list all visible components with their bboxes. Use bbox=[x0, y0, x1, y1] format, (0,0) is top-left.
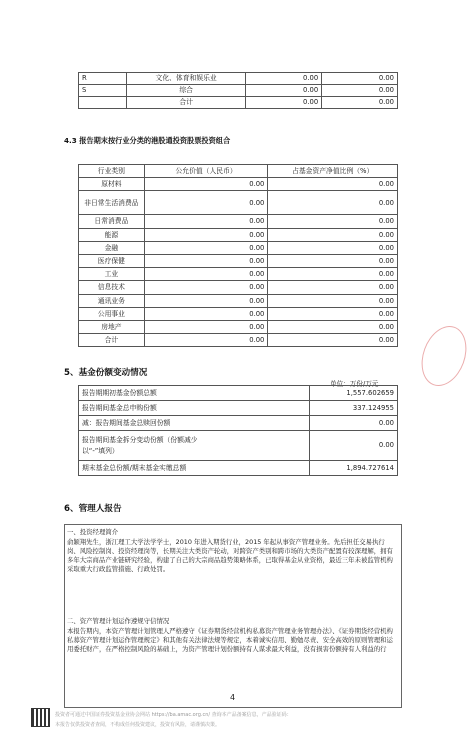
industry-code: R bbox=[79, 73, 127, 85]
table-row bbox=[79, 241, 398, 254]
row-value: 0.00 bbox=[144, 241, 268, 254]
share-value: 337.124955 bbox=[310, 401, 398, 416]
share-label: 期末基金总份额/期末基金实缴总额 bbox=[79, 461, 310, 476]
row-name: 日常消费品 bbox=[79, 215, 145, 228]
compliance-text: 本报告期内，本资产管理计划管理人严格遵守《证券期货经营机构私募资产管理业务管理办法》、《证券期货经营机构私募资产管理计划运作管理规定》和其他有关法律法规等规定，本着诚实信用、勤勉尽责、安全高效的原则管理和运用委托财产，在严格控制风险的基础上，为资产管理计划份额持有人谋求最大利益，没有损害份额持有人利益的行 bbox=[67, 627, 393, 654]
table-row bbox=[79, 334, 398, 347]
row-value: 0.00 bbox=[144, 254, 268, 267]
row-name: 通讯业务 bbox=[79, 294, 145, 307]
row-name: 非日常生活消费品 bbox=[79, 191, 145, 215]
table-header-row bbox=[79, 165, 398, 178]
table-row bbox=[79, 178, 398, 191]
row-name: 信息技术 bbox=[79, 281, 145, 294]
manager-intro-heading: 一、投资经理简介 bbox=[67, 528, 119, 536]
hk-industry-table bbox=[78, 164, 398, 347]
row-ratio: 0.00 bbox=[268, 281, 398, 294]
table-row bbox=[79, 85, 398, 97]
share-label: 减：报告期间基金总赎回份额 bbox=[79, 416, 310, 431]
share-section-title: 5、基金份额变动情况 bbox=[64, 368, 148, 378]
row-name: 金融 bbox=[79, 241, 145, 254]
hk-section-title: 4.3 报告期末按行业分类的港股通投资股票投资组合 bbox=[64, 136, 231, 145]
row-name: 医疗保健 bbox=[79, 254, 145, 267]
row-value: 0.00 bbox=[144, 191, 268, 215]
share-value: 1,557.602659 bbox=[310, 386, 398, 401]
share-label: 报告期期初基金份额总额 bbox=[79, 386, 310, 401]
industry-ratio: 0.00 bbox=[322, 85, 398, 97]
row-name: 能源 bbox=[79, 228, 145, 241]
table-row bbox=[79, 307, 398, 320]
table-row bbox=[79, 191, 398, 215]
page-number: 4 bbox=[230, 693, 236, 702]
share-value: 0.00 bbox=[310, 431, 398, 461]
industry-name: 文化、体育和娱乐业 bbox=[126, 73, 246, 85]
row-value: 0.00 bbox=[144, 178, 268, 191]
table-row bbox=[79, 386, 398, 401]
row-value: 0.00 bbox=[144, 294, 268, 307]
industry-value: 0.00 bbox=[246, 97, 322, 109]
table-row bbox=[79, 228, 398, 241]
row-ratio: 0.00 bbox=[268, 241, 398, 254]
manager-intro-text: 俞颖翔先生，浙江理工大学法学学士，2010 年进入期货行业，2015 年起从事资产管理业务。先后担任交易执行岗、风险控制岗、投资经理岗等，长期关注大类资产轮动，对跨资产类别和跨市场的大类资产配置有较深理解，拥有多年大宗商品产业链研究经验，构建了自己的大宗商品趋势策略体系，已取得基金从业资格，最近三年未被监管机构采取重大行政监管措施、行政处罚。 bbox=[67, 538, 393, 574]
row-value: 0.00 bbox=[144, 334, 268, 347]
row-value: 0.00 bbox=[144, 228, 268, 241]
table-row bbox=[79, 281, 398, 294]
row-ratio: 0.00 bbox=[268, 254, 398, 267]
row-value: 0.00 bbox=[144, 320, 268, 333]
footer-line-2: 本报告仅供投资者查阅，不构成任何投资建议，投资有风险，请谨慎决策。 bbox=[55, 722, 221, 728]
industry-ratio: 0.00 bbox=[322, 73, 398, 85]
industry-value: 0.00 bbox=[246, 73, 322, 85]
table-row bbox=[79, 73, 398, 85]
row-value: 0.00 bbox=[144, 268, 268, 281]
footer-line-1: 投资者可通过中国证券投资基金业协会网站 https://ba.amac.org.cn/ 查询本产品备案信息，产品验证码： bbox=[55, 712, 292, 718]
row-ratio: 0.00 bbox=[268, 320, 398, 333]
row-value: 0.00 bbox=[144, 215, 268, 228]
table-row bbox=[79, 401, 398, 416]
table-row bbox=[79, 97, 398, 109]
row-name: 公用事业 bbox=[79, 307, 145, 320]
row-ratio: 0.00 bbox=[268, 307, 398, 320]
table-row bbox=[79, 268, 398, 281]
unit-label: 单位：万份/万元 bbox=[330, 380, 379, 388]
share-value: 0.00 bbox=[310, 416, 398, 431]
row-value: 0.00 bbox=[144, 281, 268, 294]
row-name: 工业 bbox=[79, 268, 145, 281]
table-row bbox=[79, 461, 398, 476]
header-fair-value: 公允价值（人民币） bbox=[144, 165, 268, 178]
header-industry: 行业类别 bbox=[79, 165, 145, 178]
row-ratio: 0.00 bbox=[268, 268, 398, 281]
industry-code bbox=[79, 97, 127, 109]
row-ratio: 0.00 bbox=[268, 294, 398, 307]
company-seal bbox=[414, 320, 469, 393]
table-row bbox=[79, 215, 398, 228]
qr-code-icon bbox=[31, 708, 50, 727]
industry-name: 合计 bbox=[126, 97, 246, 109]
industry-name: 综合 bbox=[126, 85, 246, 97]
row-name: 房地产 bbox=[79, 320, 145, 333]
header-ratio: 占基金资产净值比例（%） bbox=[268, 165, 398, 178]
table-row bbox=[79, 431, 398, 461]
industry-table bbox=[78, 72, 398, 109]
industry-value: 0.00 bbox=[246, 85, 322, 97]
share-value: 1,894.727614 bbox=[310, 461, 398, 476]
row-ratio: 0.00 bbox=[268, 334, 398, 347]
row-ratio: 0.00 bbox=[268, 178, 398, 191]
industry-ratio: 0.00 bbox=[322, 97, 398, 109]
manager-section-title: 6、管理人报告 bbox=[64, 504, 122, 514]
table-row bbox=[79, 254, 398, 267]
row-ratio: 0.00 bbox=[268, 191, 398, 215]
row-name: 合计 bbox=[79, 334, 145, 347]
industry-code: S bbox=[79, 85, 127, 97]
compliance-heading: 二、资产管理计划运作遵规守信情况 bbox=[67, 617, 170, 625]
share-change-table bbox=[78, 385, 398, 476]
row-ratio: 0.00 bbox=[268, 228, 398, 241]
row-ratio: 0.00 bbox=[268, 215, 398, 228]
row-value: 0.00 bbox=[144, 307, 268, 320]
table-row bbox=[79, 320, 398, 333]
share-label: 报告期间基金总申购份额 bbox=[79, 401, 310, 416]
share-label: 报告期间基金拆分变动份额（份额减少以“-”填列） bbox=[79, 431, 310, 461]
table-row bbox=[79, 294, 398, 307]
table-row bbox=[79, 416, 398, 431]
manager-report-box bbox=[64, 524, 402, 708]
row-name: 原材料 bbox=[79, 178, 145, 191]
